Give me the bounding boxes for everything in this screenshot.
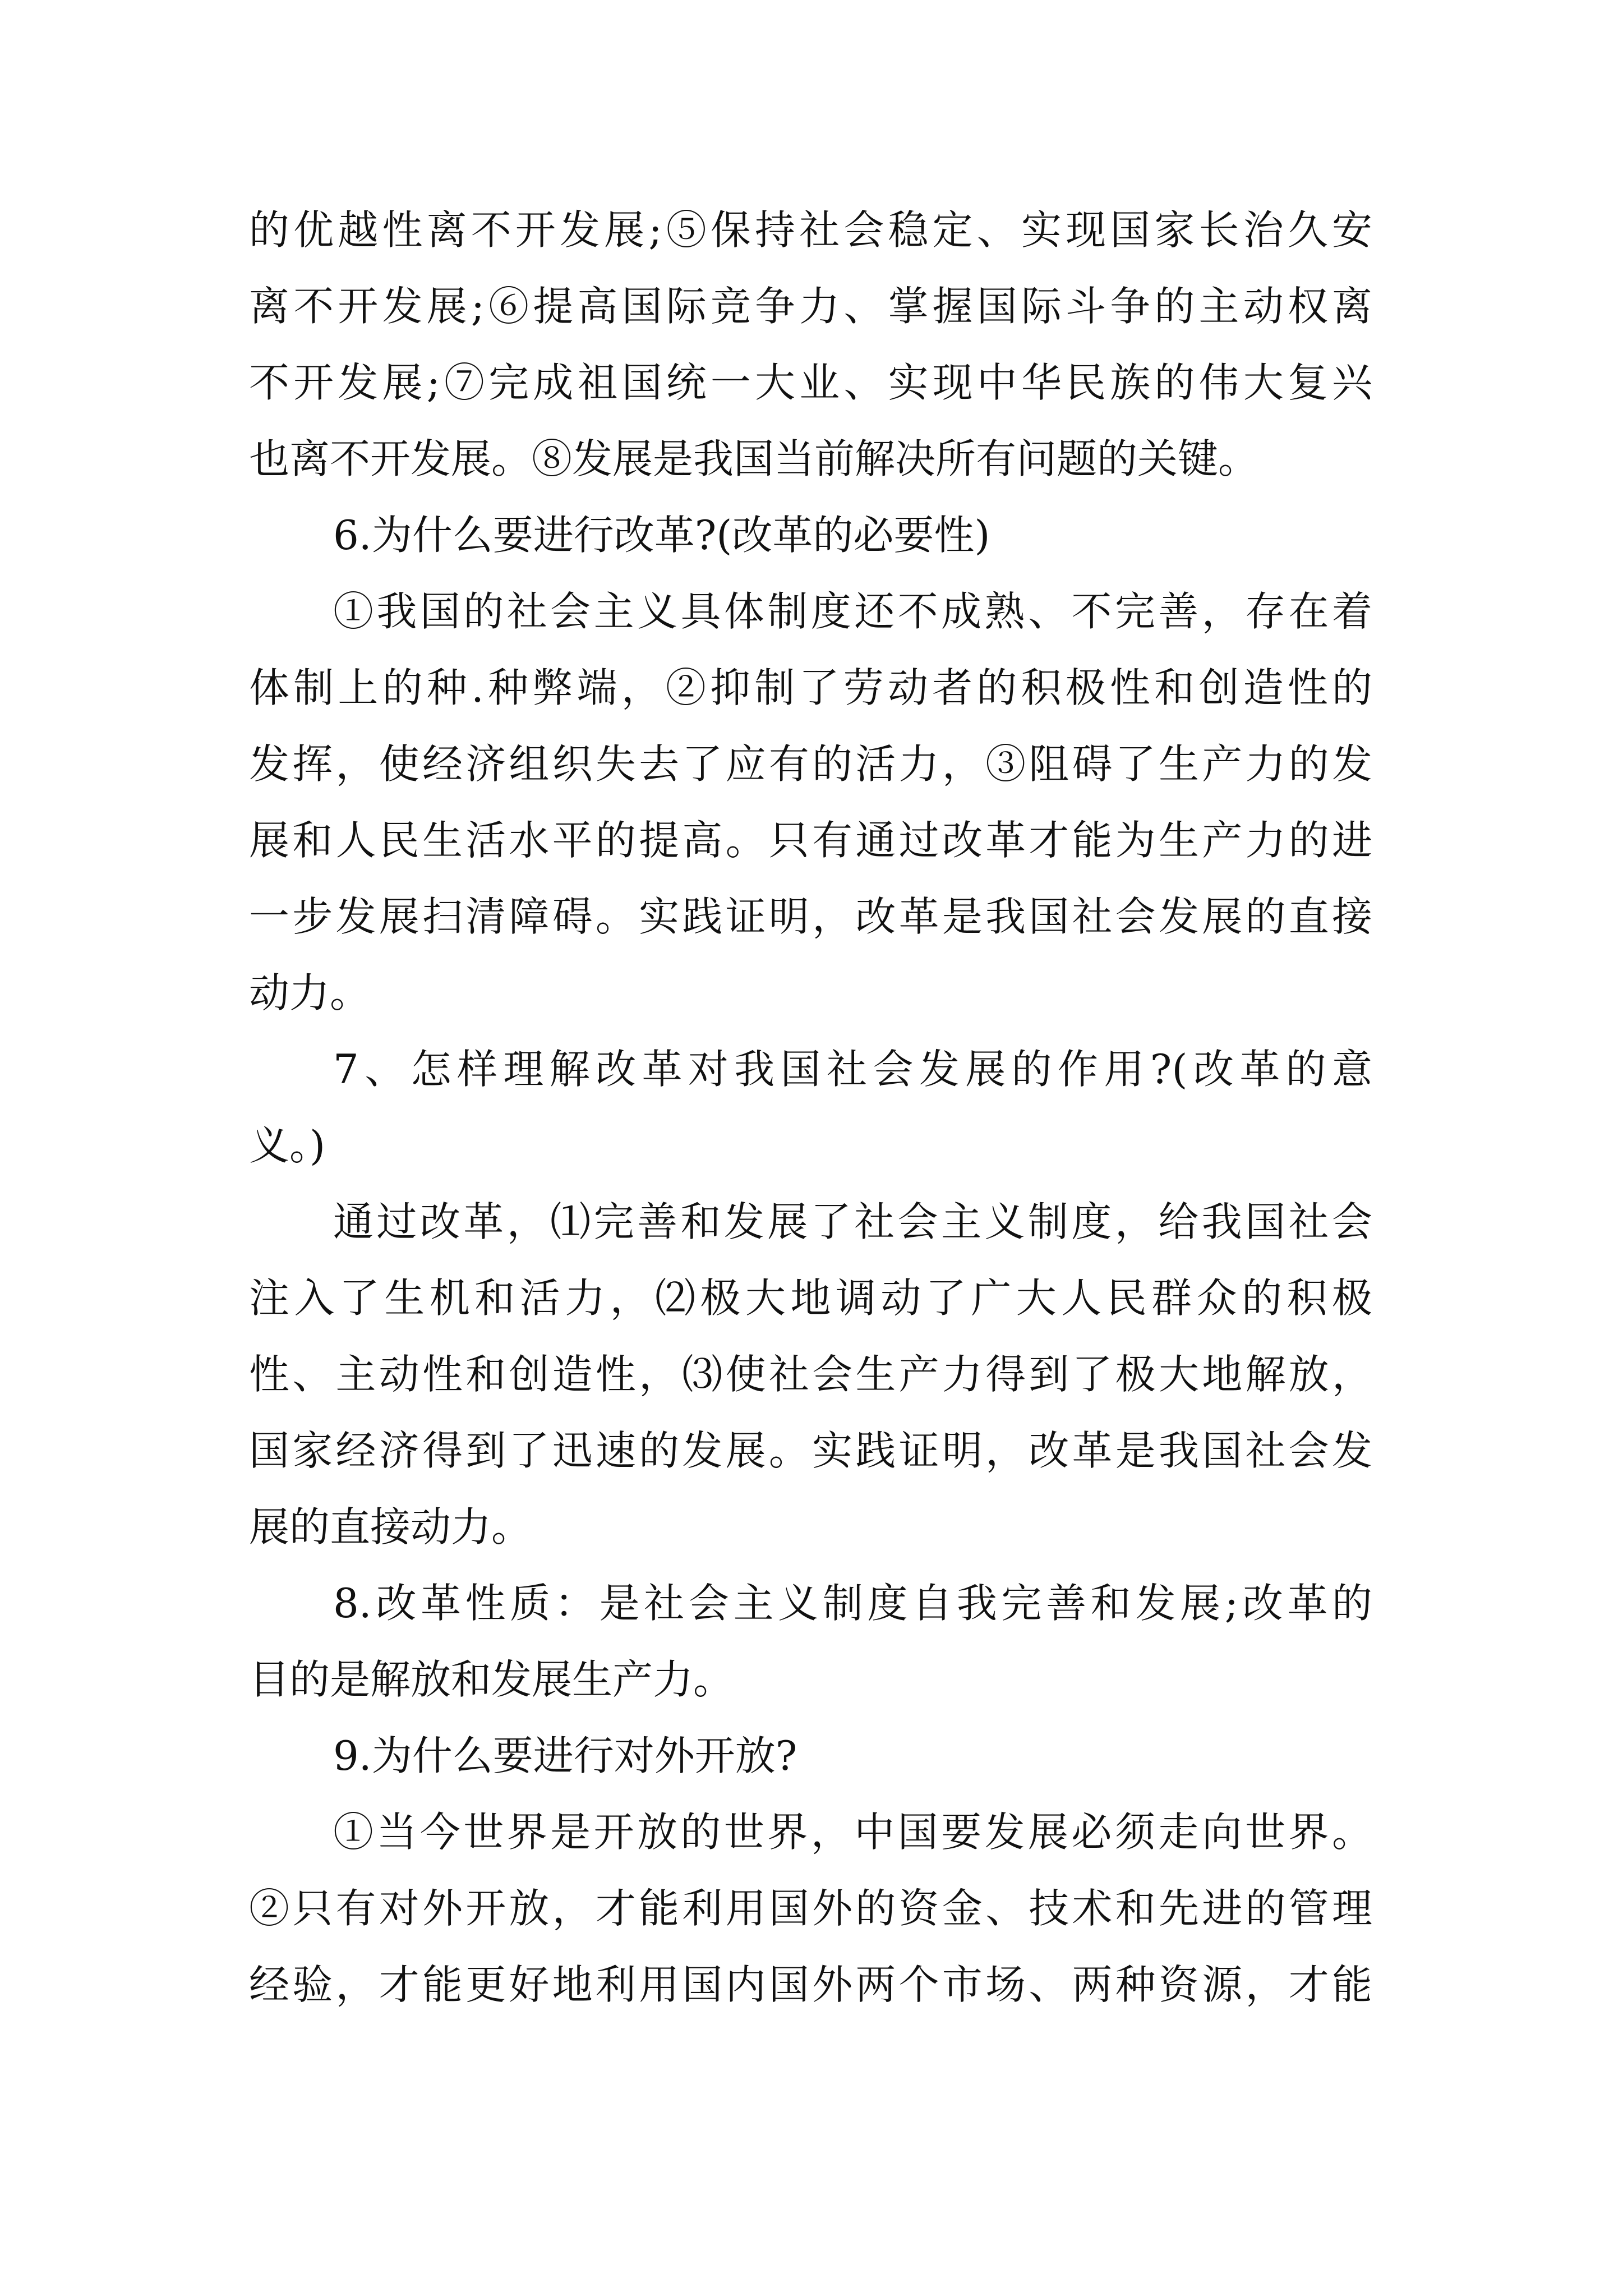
text-line: 动力。 — [249, 969, 371, 1016]
question-heading: 7、怎样理解改革对我国社会发展的作用?(改革的意 — [333, 1046, 1372, 1093]
text-line: 展的直接动力。 — [249, 1503, 532, 1550]
text-line: 的优越性离不开发展;⑤保持社会稳定、实现国家长治久安 — [249, 206, 1372, 254]
text-line: 通过改革，⑴完善和发展了社会主义制度，给我国社会 — [333, 1198, 1372, 1245]
text-line: 目的是解放和发展生产力。 — [249, 1656, 734, 1703]
text-line: ①当今世界是开放的世界，中国要发展必须走向世界。 — [333, 1809, 1372, 1856]
text-line: 不开发展;⑦完成祖国统一大业、实现中华民族的伟大复兴 — [249, 359, 1372, 406]
text-line: 国家经济得到了迅速的发展。实践证明，改革是我国社会发 — [249, 1427, 1372, 1474]
text-line: 也离不开发展。⑧发展是我国当前解决所有问题的关键。 — [249, 435, 1259, 482]
text-line: 展和人民生活水平的提高。只有通过改革才能为生产力的进 — [249, 817, 1372, 864]
text-line: ①我国的社会主义具体制度还不成熟、不完善，存在着 — [333, 588, 1372, 635]
text-line: 体制上的种.种弊端，②抑制了劳动者的积极性和创造性的 — [249, 664, 1372, 711]
text-line: 离不开发展;⑥提高国际竞争力、掌握国际斗争的主动权离 — [249, 283, 1372, 330]
question-heading: 8.改革性质：是社会主义制度自我完善和发展;改革的 — [333, 1580, 1372, 1627]
text-line: 注入了生机和活力，⑵极大地调动了广大人民群众的积极 — [249, 1274, 1372, 1322]
text-line: 性、主动性和创造性，⑶使社会生产力得到了极大地解放， — [249, 1351, 1372, 1398]
text-line: 经验，才能更好地利用国内国外两个市场、两种资源，才能 — [249, 1961, 1372, 2008]
text-line: 一步发展扫清障碍。实践证明，改革是我国社会发展的直接 — [249, 893, 1372, 940]
text-line: 义。) — [249, 1122, 326, 1169]
question-heading: 9.为什么要进行对外开放? — [333, 1732, 797, 1779]
text-line: 发挥，使经济组织失去了应有的活力，③阻碍了生产力的发 — [249, 740, 1372, 788]
text-line: ②只有对外开放，才能利用国外的资金、技术和先进的管理 — [249, 1885, 1372, 1932]
question-heading: 6.为什么要进行改革?(改革的必要性) — [333, 512, 990, 559]
